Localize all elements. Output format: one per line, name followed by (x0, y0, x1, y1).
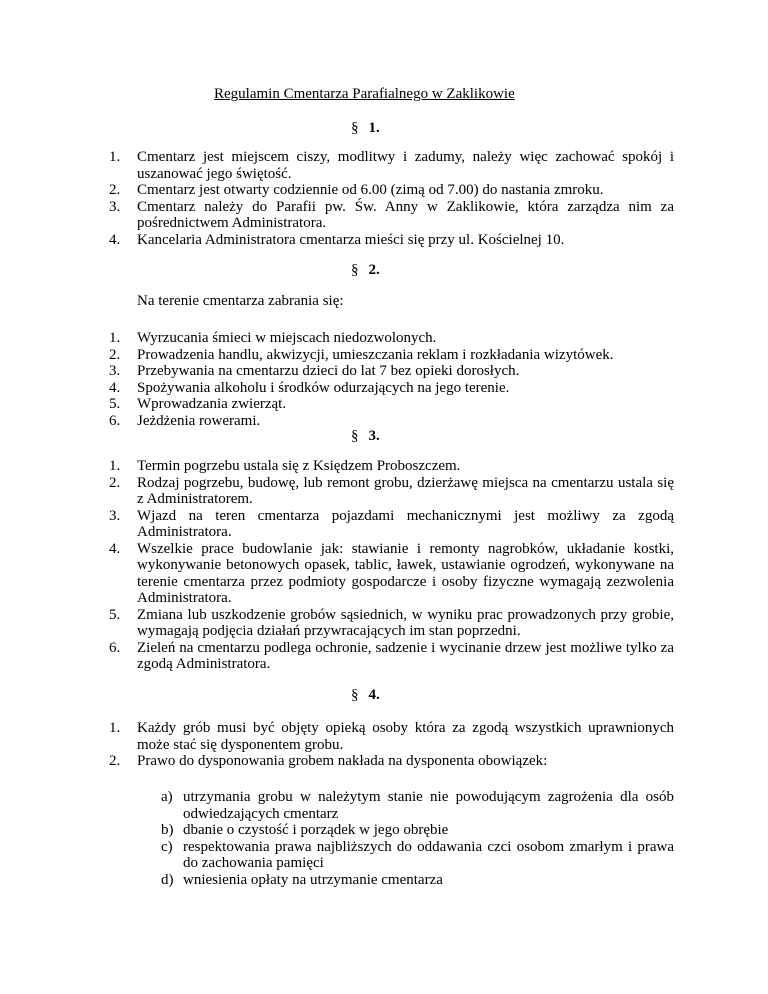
item-text: Rodzaj pogrzebu, budowę, lub remont grobu, dzierżawę miejsca na cmentarzu ustala się z Administratorem. (137, 474, 674, 507)
section-number: 3. (368, 428, 380, 444)
item-text: Prowadzenia handlu, akwizycji, umieszczania reklam i rozkładania wizytówek. (137, 346, 614, 363)
list-item (109, 413, 674, 430)
sub-list-item (161, 789, 674, 822)
list-item (109, 363, 674, 380)
section-4-heading (351, 687, 380, 704)
list-item (109, 396, 674, 413)
item-number: 5. (109, 396, 121, 412)
item-number: 3. (109, 363, 121, 379)
item-text: Zieleń na cmentarzu podlega ochronie, sadzenie i wycinanie drzew jest możliwe tylko za zgodą Administratora. (137, 639, 674, 672)
section-1-list (109, 149, 674, 248)
section-number: 1. (368, 120, 380, 136)
item-text: Każdy grób musi być objęty opieką osoby która za zgodą wszystkich uprawnionych może stać się dysponentem grobu. (137, 720, 674, 753)
item-letter: b) (161, 822, 174, 838)
item-number: 2. (109, 182, 121, 198)
list-item (109, 182, 674, 199)
sub-list-item (161, 839, 674, 872)
item-text: Wjazd na teren cmentarza pojazdami mechanicznymi jest możliwy za zgodą Administratora. (137, 507, 674, 540)
item-text: Wszelkie prace budowlanie jak: stawianie i remonty nagrobków, układanie kostki, wykonywanie betonowych opasek, tablic, ławek, ustawianie ogrodzeń, wykonywane na terenie cmentarza przez podmioty gospodarcze i osoby fizyczne wymagają zezwolenia Administratora. (137, 540, 674, 606)
item-number: 1. (109, 330, 121, 346)
document-title: Regulamin Cmentarza Parafialnego w Zaklikowie (214, 86, 515, 102)
item-text: Zmiana lub uszkodzenie grobów sąsiednich, w wyniku prac prowadzonych przy grobie, wymagają podjęcia działań przywracających im stan poprzedni. (137, 606, 674, 639)
item-number: 3. (109, 198, 121, 215)
section-number: 4. (368, 687, 380, 703)
list-item (109, 640, 674, 673)
item-number: 4. (109, 231, 121, 248)
section-1-heading (351, 120, 380, 137)
list-item (109, 541, 674, 607)
item-number: 6. (109, 412, 121, 429)
section-3-heading (351, 428, 380, 445)
list-item (109, 380, 674, 397)
item-number: 4. (109, 379, 121, 396)
list-item (109, 607, 674, 640)
item-number: 1. (109, 720, 121, 736)
item-number: 6. (109, 639, 121, 656)
list-item (109, 149, 674, 182)
section-2-list (109, 330, 674, 429)
item-text: respektowania prawa najbliższych do oddawania czci osobom zmarłym i prawa do zachowania pamięci (183, 838, 674, 871)
list-item (109, 232, 674, 249)
list-item (109, 753, 674, 770)
item-number: 4. (109, 540, 121, 557)
item-text: Wyrzucania śmieci w miejscach niedozwolonych. (137, 330, 437, 346)
section-number: 2. (368, 262, 380, 278)
list-item (109, 508, 674, 541)
item-letter: c) (161, 838, 173, 855)
item-text: Kancelaria Administratora cmentarza mieści się przy ul. Kościelnej 10. (137, 231, 565, 248)
item-text: utrzymania grobu w należytym stanie nie powodującym zagrożenia dla osób odwiedzających cmentarz (183, 789, 674, 822)
item-text: Jeżdżenia rowerami. (137, 412, 261, 429)
section-symbol: § (351, 687, 359, 703)
item-number: 1. (109, 458, 121, 474)
section-2-heading (351, 262, 380, 279)
item-text: Termin pogrzebu ustala się z Księdzem Proboszczem. (137, 458, 461, 474)
list-item (109, 458, 674, 475)
item-number: 1. (109, 149, 121, 165)
section-4-list (109, 720, 674, 770)
item-text: Cmentarz jest otwarty codziennie od 6.00 (zimą od 7.00) do nastania zmroku. (137, 182, 604, 198)
item-number: 2. (109, 753, 121, 769)
item-text: wniesienia opłaty na utrzymanie cmentarza (183, 871, 443, 888)
item-number: 3. (109, 507, 121, 524)
sub-list-item (161, 872, 674, 889)
section-symbol: § (351, 262, 359, 278)
section-symbol: § (351, 120, 359, 136)
section-4-sublist (161, 789, 674, 888)
item-text: Cmentarz należy do Parafii pw. Św. Anny w Zaklikowie, która zarządza nim za pośrednictwem Administratora. (137, 198, 674, 231)
item-text: dbanie o czystość i porządek w jego obrębie (183, 822, 449, 838)
section-3-list (109, 458, 674, 673)
item-number: 2. (109, 346, 121, 363)
item-text: Cmentarz jest miejscem ciszy, modlitwy i zadumy, należy więc zachować spokój i uszanować jego świętość. (137, 149, 674, 182)
list-item (109, 199, 674, 232)
section-symbol: § (351, 428, 359, 444)
item-number: 5. (109, 606, 121, 623)
item-letter: d) (161, 871, 174, 888)
item-letter: a) (161, 789, 173, 805)
item-text: Spożywania alkoholu i środków odurzających na jego terenie. (137, 379, 510, 396)
item-text: Wprowadzania zwierząt. (137, 396, 287, 412)
list-item (109, 347, 674, 364)
item-text: Prawo do dysponowania grobem nakłada na dysponenta obowiązek: (137, 753, 548, 769)
section-2-intro: Na terenie cmentarza zabrania się: (137, 293, 344, 309)
list-item (109, 720, 674, 753)
item-text: Przebywania na cmentarzu dzieci do lat 7 bez opieki dorosłych. (137, 363, 520, 379)
item-number: 2. (109, 474, 121, 491)
list-item (109, 475, 674, 508)
sub-list-item (161, 822, 674, 839)
list-item (109, 330, 674, 347)
